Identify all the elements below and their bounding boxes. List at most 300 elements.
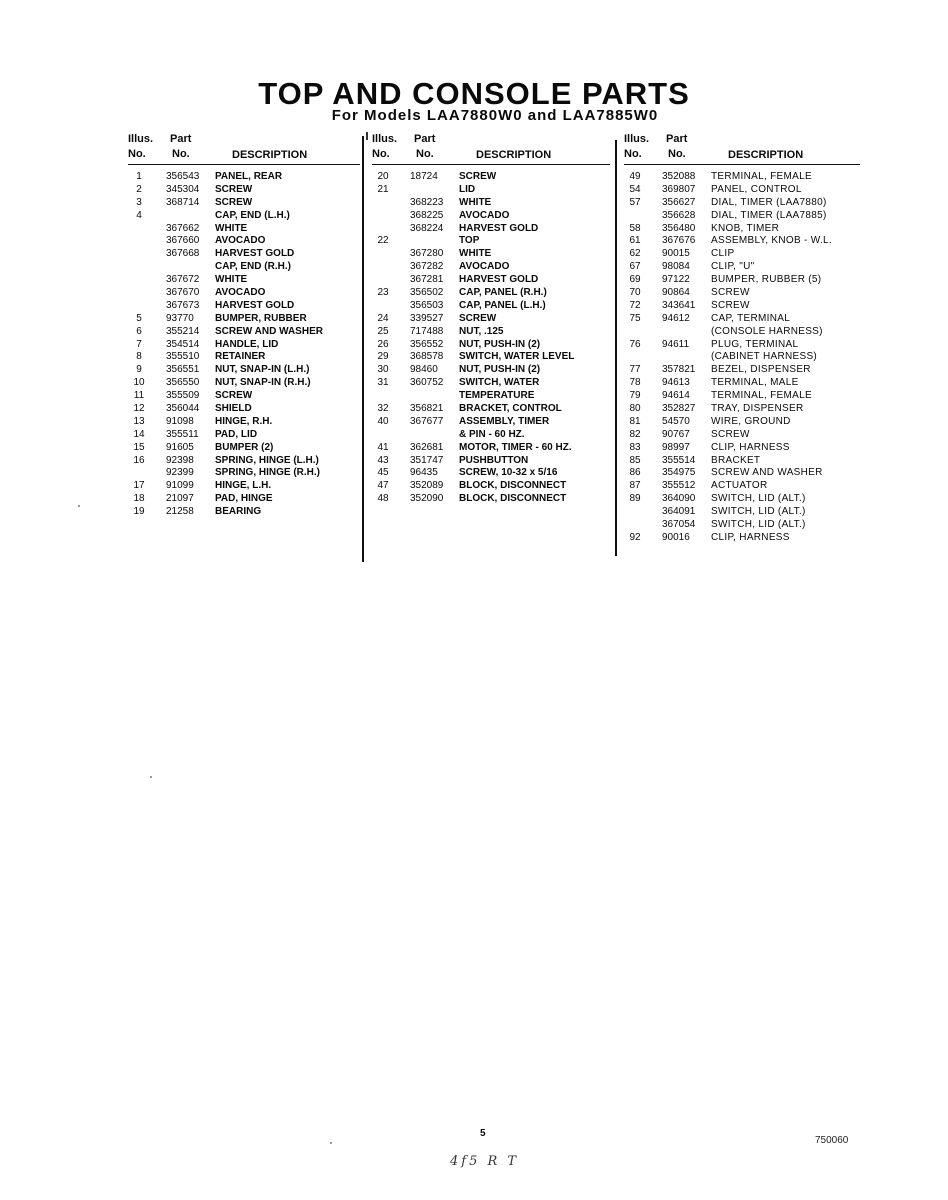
part-description: HARVEST GOLD	[215, 248, 295, 260]
part-number: 94613	[662, 377, 690, 389]
table-row	[624, 390, 862, 403]
part-number: 97122	[662, 274, 690, 286]
part-number: 93770	[166, 312, 194, 324]
part-description: TERMINAL, FEMALE	[711, 390, 812, 402]
table-row	[128, 223, 358, 236]
part-description: HARVEST GOLD	[459, 222, 539, 234]
illus-number: 19	[133, 506, 145, 518]
part-description: ACTUATOR	[711, 480, 768, 492]
table-row	[372, 416, 610, 429]
table-row	[128, 210, 358, 223]
table-row	[372, 364, 610, 377]
table-row	[372, 480, 610, 493]
part-number: 355511	[166, 428, 199, 440]
illus-number: 23	[377, 287, 389, 299]
part-number: 90767	[662, 428, 690, 440]
table-row	[372, 442, 610, 455]
column-header	[128, 133, 358, 167]
part-number: 90016	[662, 531, 690, 543]
part-description: WHITE	[215, 222, 248, 234]
part-number: 367670	[166, 287, 200, 299]
part-description: SCREW	[459, 312, 497, 324]
part-description: CLIP	[711, 248, 735, 260]
page-number: 5	[480, 1128, 486, 1139]
form-code: 750060	[815, 1135, 849, 1146]
part-description: WHITE	[459, 196, 492, 208]
table-row	[372, 287, 610, 300]
table-row	[624, 416, 862, 429]
part-number: 355214	[166, 325, 200, 337]
table-row	[128, 364, 358, 377]
part-description: BUMPER, RUBBER	[215, 312, 307, 324]
page-subtitle: For Models LAA7880W0 and LAA7885W0	[331, 107, 659, 124]
part-number: 367662	[166, 222, 200, 234]
illus-number: 13	[133, 415, 145, 427]
table-row	[624, 248, 862, 261]
part-number: 356480	[662, 222, 696, 234]
table-row	[624, 300, 862, 313]
scan-speck	[150, 776, 152, 778]
illus-number: 6	[136, 325, 142, 337]
table-row	[624, 377, 862, 390]
illus-number: 47	[377, 480, 389, 492]
illus-number: 58	[629, 222, 641, 234]
part-description: SPRING, HINGE (L.H.)	[215, 454, 319, 466]
column-header	[624, 133, 862, 167]
illus-number: 69	[629, 274, 641, 286]
table-row	[624, 184, 862, 197]
part-description: DIAL, TIMER (LAA7885)	[711, 209, 827, 221]
part-description: SCREW	[711, 299, 750, 311]
illus-number: 31	[377, 377, 389, 389]
table-row	[624, 261, 862, 274]
table-row	[128, 261, 358, 274]
illus-number: 57	[629, 196, 641, 208]
illus-number: 32	[377, 403, 389, 415]
scan-speck	[78, 505, 80, 507]
part-description: CLIP, "U"	[711, 261, 755, 273]
table-row	[624, 223, 862, 236]
header-illus-no: No.	[128, 148, 146, 160]
illus-number: 5	[136, 312, 142, 324]
table-row	[372, 351, 610, 364]
illus-number: 54	[629, 183, 641, 195]
part-description: ASSEMBLY, KNOB - W.L.	[711, 235, 832, 247]
header-rule	[372, 164, 610, 165]
table-row	[624, 364, 862, 377]
column-divider	[362, 136, 364, 562]
part-number: 356821	[410, 403, 444, 415]
divider-tick	[366, 132, 368, 140]
part-number: 355510	[166, 351, 200, 363]
illus-number: 24	[377, 312, 389, 324]
table-row	[372, 197, 610, 210]
illus-number: 79	[629, 390, 641, 402]
part-description: BEZEL, DISPENSER	[711, 364, 811, 376]
part-number: 98084	[662, 261, 690, 273]
table-row	[624, 197, 862, 210]
table-row	[624, 287, 862, 300]
illus-number: 9	[136, 364, 142, 376]
part-number: 367280	[410, 248, 444, 260]
illus-number: 72	[629, 299, 641, 311]
part-number: 339527	[410, 312, 444, 324]
illus-number: 45	[377, 467, 389, 479]
table-row	[128, 480, 358, 493]
part-description: SCREW	[215, 183, 253, 195]
parts-rows	[624, 171, 862, 545]
illus-number: 85	[629, 454, 641, 466]
part-description: WHITE	[459, 248, 492, 260]
illus-number: 8	[136, 351, 142, 363]
part-description: KNOB, TIMER	[711, 222, 780, 234]
part-number: 367660	[166, 235, 200, 247]
table-row	[128, 171, 358, 184]
part-description: PANEL, REAR	[215, 171, 283, 182]
part-number: 92399	[166, 467, 194, 479]
table-row	[624, 506, 862, 519]
part-number: 352088	[662, 171, 696, 182]
part-number: 355512	[662, 480, 696, 492]
table-row	[372, 390, 610, 403]
part-number: 352089	[410, 480, 444, 492]
illus-number: 43	[377, 454, 389, 466]
part-description: HARVEST GOLD	[215, 299, 295, 311]
table-row	[624, 339, 862, 352]
part-description: AVOCADO	[459, 209, 510, 221]
table-row	[372, 171, 610, 184]
part-description: SCREW	[711, 428, 750, 440]
part-number: 367054	[662, 519, 696, 531]
illus-number: 16	[133, 454, 145, 466]
part-number: 368223	[410, 196, 444, 208]
part-description: HANDLE, LID	[215, 338, 279, 350]
part-description: NUT, SNAP-IN (R.H.)	[215, 377, 311, 389]
table-row	[372, 184, 610, 197]
part-description: BRACKET	[711, 454, 761, 466]
part-number: 355514	[662, 454, 696, 466]
illus-number: 12	[133, 403, 145, 415]
part-description: (CONSOLE HARNESS)	[711, 325, 823, 337]
illus-number: 1	[136, 171, 142, 182]
part-description: PAD, HINGE	[215, 493, 273, 505]
page-title: TOP AND CONSOLE PARTS	[258, 76, 690, 111]
part-number: 367668	[166, 248, 200, 260]
part-description: SCREW	[215, 196, 253, 208]
table-row	[372, 261, 610, 274]
table-row	[624, 519, 862, 532]
illus-number: 48	[377, 493, 389, 505]
part-number: 18724	[410, 171, 438, 182]
table-row	[128, 197, 358, 210]
part-number: 94612	[662, 312, 690, 324]
illus-number: 75	[629, 312, 641, 324]
table-row	[372, 455, 610, 468]
table-row	[624, 532, 862, 545]
part-description: SWITCH, WATER	[459, 377, 540, 389]
part-number: 367281	[410, 274, 444, 286]
illus-number: 82	[629, 428, 641, 440]
illus-number: 80	[629, 403, 641, 415]
part-number: 354514	[166, 338, 200, 350]
part-description: SCREW, 10-32 x 5/16	[459, 467, 558, 479]
illus-number: 21	[377, 183, 389, 195]
illus-number: 4	[136, 209, 142, 221]
table-row	[372, 274, 610, 287]
table-row	[128, 287, 358, 300]
table-row	[624, 403, 862, 416]
part-description: PAD, LID	[215, 428, 258, 440]
part-number: 91099	[166, 480, 194, 492]
part-number: 96435	[410, 467, 438, 479]
part-description: BRACKET, CONTROL	[459, 403, 562, 415]
part-number: 717488	[410, 325, 444, 337]
header-rule	[128, 164, 360, 165]
part-number: 54570	[662, 415, 690, 427]
part-description: PLUG, TERMINAL	[711, 338, 799, 350]
part-description: & PIN - 60 HZ.	[459, 428, 525, 440]
table-row	[624, 235, 862, 248]
table-row	[128, 455, 358, 468]
part-description: HINGE, L.H.	[215, 480, 272, 492]
table-row	[128, 235, 358, 248]
header-part: Part	[170, 133, 192, 145]
part-description: CAP, END (R.H.)	[215, 261, 291, 273]
table-row	[128, 184, 358, 197]
illus-number: 70	[629, 287, 641, 299]
part-description: WHITE	[215, 274, 248, 286]
part-description: DIAL, TIMER (LAA7880)	[711, 196, 827, 208]
part-description: CAP, END (L.H.)	[215, 209, 290, 221]
part-number: 368578	[410, 351, 444, 363]
table-row	[372, 339, 610, 352]
illus-number: 22	[377, 235, 389, 247]
part-description: SWITCH, LID (ALT.)	[711, 493, 806, 505]
table-row	[128, 429, 358, 442]
part-description: TOP	[459, 235, 480, 247]
part-description: HINGE, R.H.	[215, 415, 273, 427]
illus-number: 25	[377, 325, 389, 337]
illus-number: 2	[136, 183, 142, 195]
scan-speck	[330, 1142, 332, 1144]
illus-number: 14	[133, 428, 145, 440]
header-part: Part	[414, 133, 436, 145]
part-description: HARVEST GOLD	[459, 274, 539, 286]
part-number: 98460	[410, 364, 438, 376]
part-number: 368224	[410, 222, 444, 234]
illus-number: 3	[136, 196, 142, 208]
part-number: 356502	[410, 287, 444, 299]
header-illus: Illus.	[372, 133, 398, 145]
table-row	[128, 274, 358, 287]
part-description: SCREW AND WASHER	[215, 325, 323, 337]
illus-number: 87	[629, 480, 641, 492]
handwritten-mark: 4f5 R T	[450, 1154, 520, 1169]
part-description: CLIP, HARNESS	[711, 531, 790, 543]
illus-number: 40	[377, 415, 389, 427]
table-row	[128, 313, 358, 326]
table-row	[128, 326, 358, 339]
part-description: SHIELD	[215, 403, 252, 415]
table-row	[624, 493, 862, 506]
part-description: CLIP, HARNESS	[711, 441, 790, 453]
header-illus: Illus.	[128, 133, 154, 145]
table-row	[128, 467, 358, 480]
part-description: AVOCADO	[215, 287, 266, 299]
header-illus-no: No.	[624, 148, 642, 160]
part-number: 21258	[166, 506, 194, 518]
table-row	[624, 480, 862, 493]
table-row	[128, 248, 358, 261]
part-description: SCREW	[459, 171, 497, 182]
table-row	[128, 339, 358, 352]
part-number: 92398	[166, 454, 194, 466]
table-row	[128, 506, 358, 519]
part-description: ASSEMBLY, TIMER	[459, 415, 550, 427]
parts-column-1	[128, 133, 358, 518]
part-description: SCREW	[711, 287, 750, 299]
illus-number: 7	[136, 338, 142, 350]
table-row	[372, 493, 610, 506]
part-number: 356550	[166, 377, 200, 389]
table-row	[624, 274, 862, 287]
part-description: SWITCH, WATER LEVEL	[459, 351, 575, 363]
part-description: SWITCH, LID (ALT.)	[711, 506, 806, 518]
part-description: SCREW AND WASHER	[711, 467, 823, 479]
part-number: 356628	[662, 209, 696, 221]
part-description: BUMPER, RUBBER (5)	[711, 274, 822, 286]
table-row	[624, 326, 862, 339]
part-description: MOTOR, TIMER - 60 HZ.	[459, 441, 572, 453]
illus-number: 15	[133, 441, 145, 453]
column-header	[372, 133, 610, 167]
table-row	[624, 429, 862, 442]
part-description: RETAINER	[215, 351, 266, 363]
part-number: 364091	[662, 506, 696, 518]
illus-number: 62	[629, 248, 641, 260]
part-description: AVOCADO	[215, 235, 266, 247]
table-row	[128, 416, 358, 429]
part-number: 356044	[166, 403, 200, 415]
part-number: 360752	[410, 377, 444, 389]
header-description: DESCRIPTION	[728, 149, 804, 161]
part-description: BEARING	[215, 506, 262, 518]
table-row	[372, 377, 610, 390]
part-number: 91605	[166, 441, 194, 453]
part-number: 367677	[410, 415, 444, 427]
part-number: 367282	[410, 261, 444, 273]
part-description: TERMINAL, FEMALE	[711, 171, 812, 182]
table-row	[128, 390, 358, 403]
header-part-no: No.	[416, 148, 434, 160]
part-description: BLOCK, DISCONNECT	[459, 480, 567, 492]
table-row	[624, 442, 862, 455]
part-number: 367676	[662, 235, 696, 247]
part-number: 352090	[410, 493, 444, 505]
illus-number: 81	[629, 415, 641, 427]
parts-column-3	[624, 133, 862, 541]
part-number: 90015	[662, 248, 690, 260]
part-number: 356503	[410, 299, 444, 311]
table-row	[624, 351, 862, 364]
part-number: 368225	[410, 209, 444, 221]
part-number: 352827	[662, 403, 696, 415]
part-description: TEMPERATURE	[459, 390, 535, 402]
part-number: 368714	[166, 196, 200, 208]
part-number: 354975	[662, 467, 696, 479]
part-description: NUT, PUSH-IN (2)	[459, 364, 541, 376]
part-description: CAP, TERMINAL	[711, 312, 791, 324]
illus-number: 92	[629, 531, 641, 543]
part-number: 355509	[166, 390, 200, 402]
part-number: 356552	[410, 338, 444, 350]
part-description: LID	[459, 183, 476, 195]
table-row	[372, 326, 610, 339]
table-row	[372, 223, 610, 236]
illus-number: 67	[629, 261, 641, 273]
table-row	[128, 351, 358, 364]
part-description: CAP, PANEL (R.H.)	[459, 287, 547, 299]
part-description: TERMINAL, MALE	[711, 377, 799, 389]
part-number: 351747	[410, 454, 444, 466]
part-number: 362681	[410, 441, 444, 453]
illus-number: 41	[377, 441, 389, 453]
table-row	[624, 210, 862, 223]
parts-rows	[372, 171, 610, 506]
part-description: CAP, PANEL (L.H.)	[459, 299, 546, 311]
parts-rows	[128, 171, 358, 519]
illus-number: 76	[629, 338, 641, 350]
table-row	[372, 429, 610, 442]
table-row	[624, 313, 862, 326]
part-number: 21097	[166, 493, 194, 505]
table-row	[372, 248, 610, 261]
part-number: 367673	[166, 299, 200, 311]
part-number: 345304	[166, 183, 200, 195]
part-number: 94611	[662, 338, 690, 350]
illus-number: 18	[133, 493, 145, 505]
header-part-no: No.	[172, 148, 190, 160]
header-description: DESCRIPTION	[232, 149, 308, 161]
table-row	[624, 455, 862, 468]
header-description: DESCRIPTION	[476, 149, 552, 161]
table-row	[372, 235, 610, 248]
part-description: AVOCADO	[459, 261, 510, 273]
table-row	[624, 171, 862, 184]
part-number: 367672	[166, 274, 200, 286]
part-number: 98997	[662, 441, 690, 453]
column-divider	[615, 140, 617, 556]
part-number: 94614	[662, 390, 690, 402]
table-row	[372, 403, 610, 416]
part-number: 90864	[662, 287, 690, 299]
table-row	[372, 467, 610, 480]
part-number: 91098	[166, 415, 194, 427]
part-number: 356627	[662, 196, 696, 208]
illus-number: 10	[133, 377, 145, 389]
part-number: 357821	[662, 364, 696, 376]
table-row	[128, 300, 358, 313]
part-number: 356543	[166, 171, 200, 182]
part-number: 364090	[662, 493, 696, 505]
part-description: (CABINET HARNESS)	[711, 351, 818, 363]
part-description: BUMPER (2)	[215, 441, 274, 453]
table-row	[624, 467, 862, 480]
header-part: Part	[666, 133, 688, 145]
part-description: NUT, PUSH-IN (2)	[459, 338, 541, 350]
table-row	[128, 493, 358, 506]
part-description: BLOCK, DISCONNECT	[459, 493, 567, 505]
